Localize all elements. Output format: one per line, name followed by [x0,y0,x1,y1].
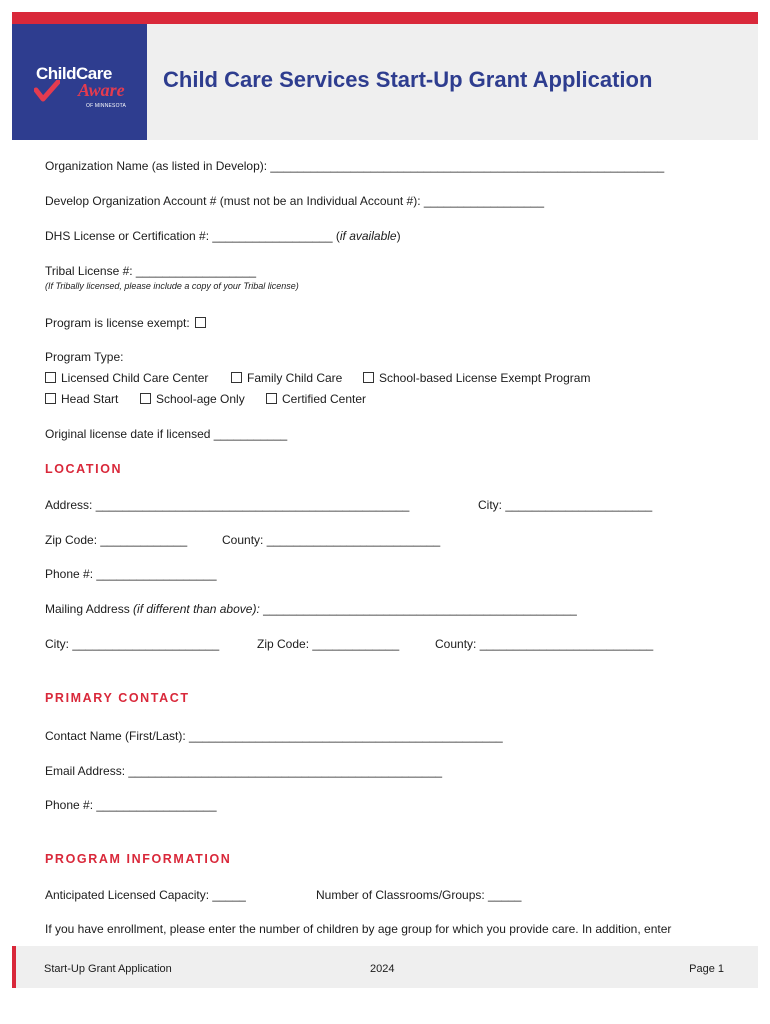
page-title: Child Care Services Start-Up Grant Application [163,67,653,92]
mailing-address-field[interactable] [45,602,577,616]
page-footer [16,946,758,988]
checkbox-certified[interactable] [266,393,277,404]
checkbox-school-age-row[interactable] [140,392,245,406]
checkbox-certified-row[interactable] [266,392,366,406]
section-heading-primary-contact: PRIMARY CONTACT [45,691,190,705]
mail-city-field[interactable]: City: ______________________ [45,637,220,651]
org-name-field[interactable]: Organization Name (as listed in Develop): ___________________________________________________________ [45,159,665,173]
childcare-aware-logo [12,24,147,140]
logo-text-childcare: ChildCare [36,64,112,83]
classrooms-field[interactable]: Number of Classrooms/Groups: _____ [316,888,522,902]
dhs-license-note: if available [339,229,397,243]
checkbox-school-age[interactable] [140,393,151,404]
footer-doc-name: Start-Up Grant Application [44,963,172,975]
section-heading-location: LOCATION [45,462,123,476]
checkbox-head-start-row[interactable] [45,392,118,406]
checkbox-licensed-center-row[interactable] [45,371,208,385]
section-heading-program-information: PROGRAM INFORMATION [45,852,232,866]
footer-page-number: Page 1 [689,963,724,975]
checkbox-licensed-center[interactable] [45,372,56,383]
checkmark-icon [34,80,60,102]
enrollment-instructions: If you have enrollment, please enter the number of children by age group for which you provide care. In addition, enter [45,922,672,936]
mail-zip-field[interactable]: Zip Code: _____________ [257,637,400,651]
checkbox-school-exempt-row[interactable] [363,371,590,385]
tribal-license-field[interactable]: Tribal License #: __________________ [45,264,257,278]
dhs-license-label: DHS License or Certification #: __________________ ( [45,229,340,243]
checkbox-label: Family Child Care [247,371,343,385]
checkbox-family-row[interactable] [231,371,342,385]
phone-field[interactable]: Phone #: __________________ [45,567,217,581]
county-field[interactable]: County: __________________________ [222,533,441,547]
contact-phone-field[interactable]: Phone #: __________________ [45,798,217,812]
logo-text-aware: Aware [78,80,125,100]
email-field[interactable]: Email Address: _______________________________________________ [45,764,443,778]
checkbox-label: Head Start [61,392,119,406]
logo-text-minnesota: OF MINNESOTA [86,103,127,109]
mailing-note: (if different than above): [133,602,260,616]
checkbox-family[interactable] [231,372,242,383]
dhs-license-close: ) [396,229,401,243]
mailing-line: _______________________________________________ [259,602,577,616]
checkbox-school-exempt[interactable] [363,372,374,383]
original-license-date-field[interactable]: Original license date if licensed ___________ [45,427,288,441]
license-exempt-row [45,316,211,330]
license-exempt-label: Program is license exempt: [45,316,190,330]
checkbox-label: School-age Only [156,392,245,406]
checkbox-label: School-based License Exempt Program [379,371,591,385]
tribal-license-note: (If Tribally licensed, please include a copy of your Tribal license) [45,281,299,291]
checkbox-label: Certified Center [282,392,367,406]
header-accent-bar [12,12,758,24]
city-field[interactable]: City: ______________________ [478,498,653,512]
mail-county-field[interactable]: County: __________________________ [435,637,654,651]
program-type-label: Program Type: [45,350,124,364]
capacity-field[interactable]: Anticipated Licensed Capacity: _____ [45,888,246,902]
mailing-label: Mailing Address [45,602,134,616]
license-exempt-checkbox[interactable] [195,317,206,328]
checkbox-label: Licensed Child Care Center [61,371,209,385]
address-field[interactable]: Address: _______________________________________________ [45,498,410,512]
checkbox-head-start[interactable] [45,393,56,404]
footer-year: 2024 [370,963,395,975]
develop-account-field[interactable]: Develop Organization Account # (must not be an Individual Account #): __________________ [45,194,545,208]
dhs-license-field[interactable] [45,229,401,243]
contact-name-field[interactable]: Contact Name (First/Last): _______________________________________________ [45,729,503,743]
zip-field[interactable]: Zip Code: _____________ [45,533,188,547]
